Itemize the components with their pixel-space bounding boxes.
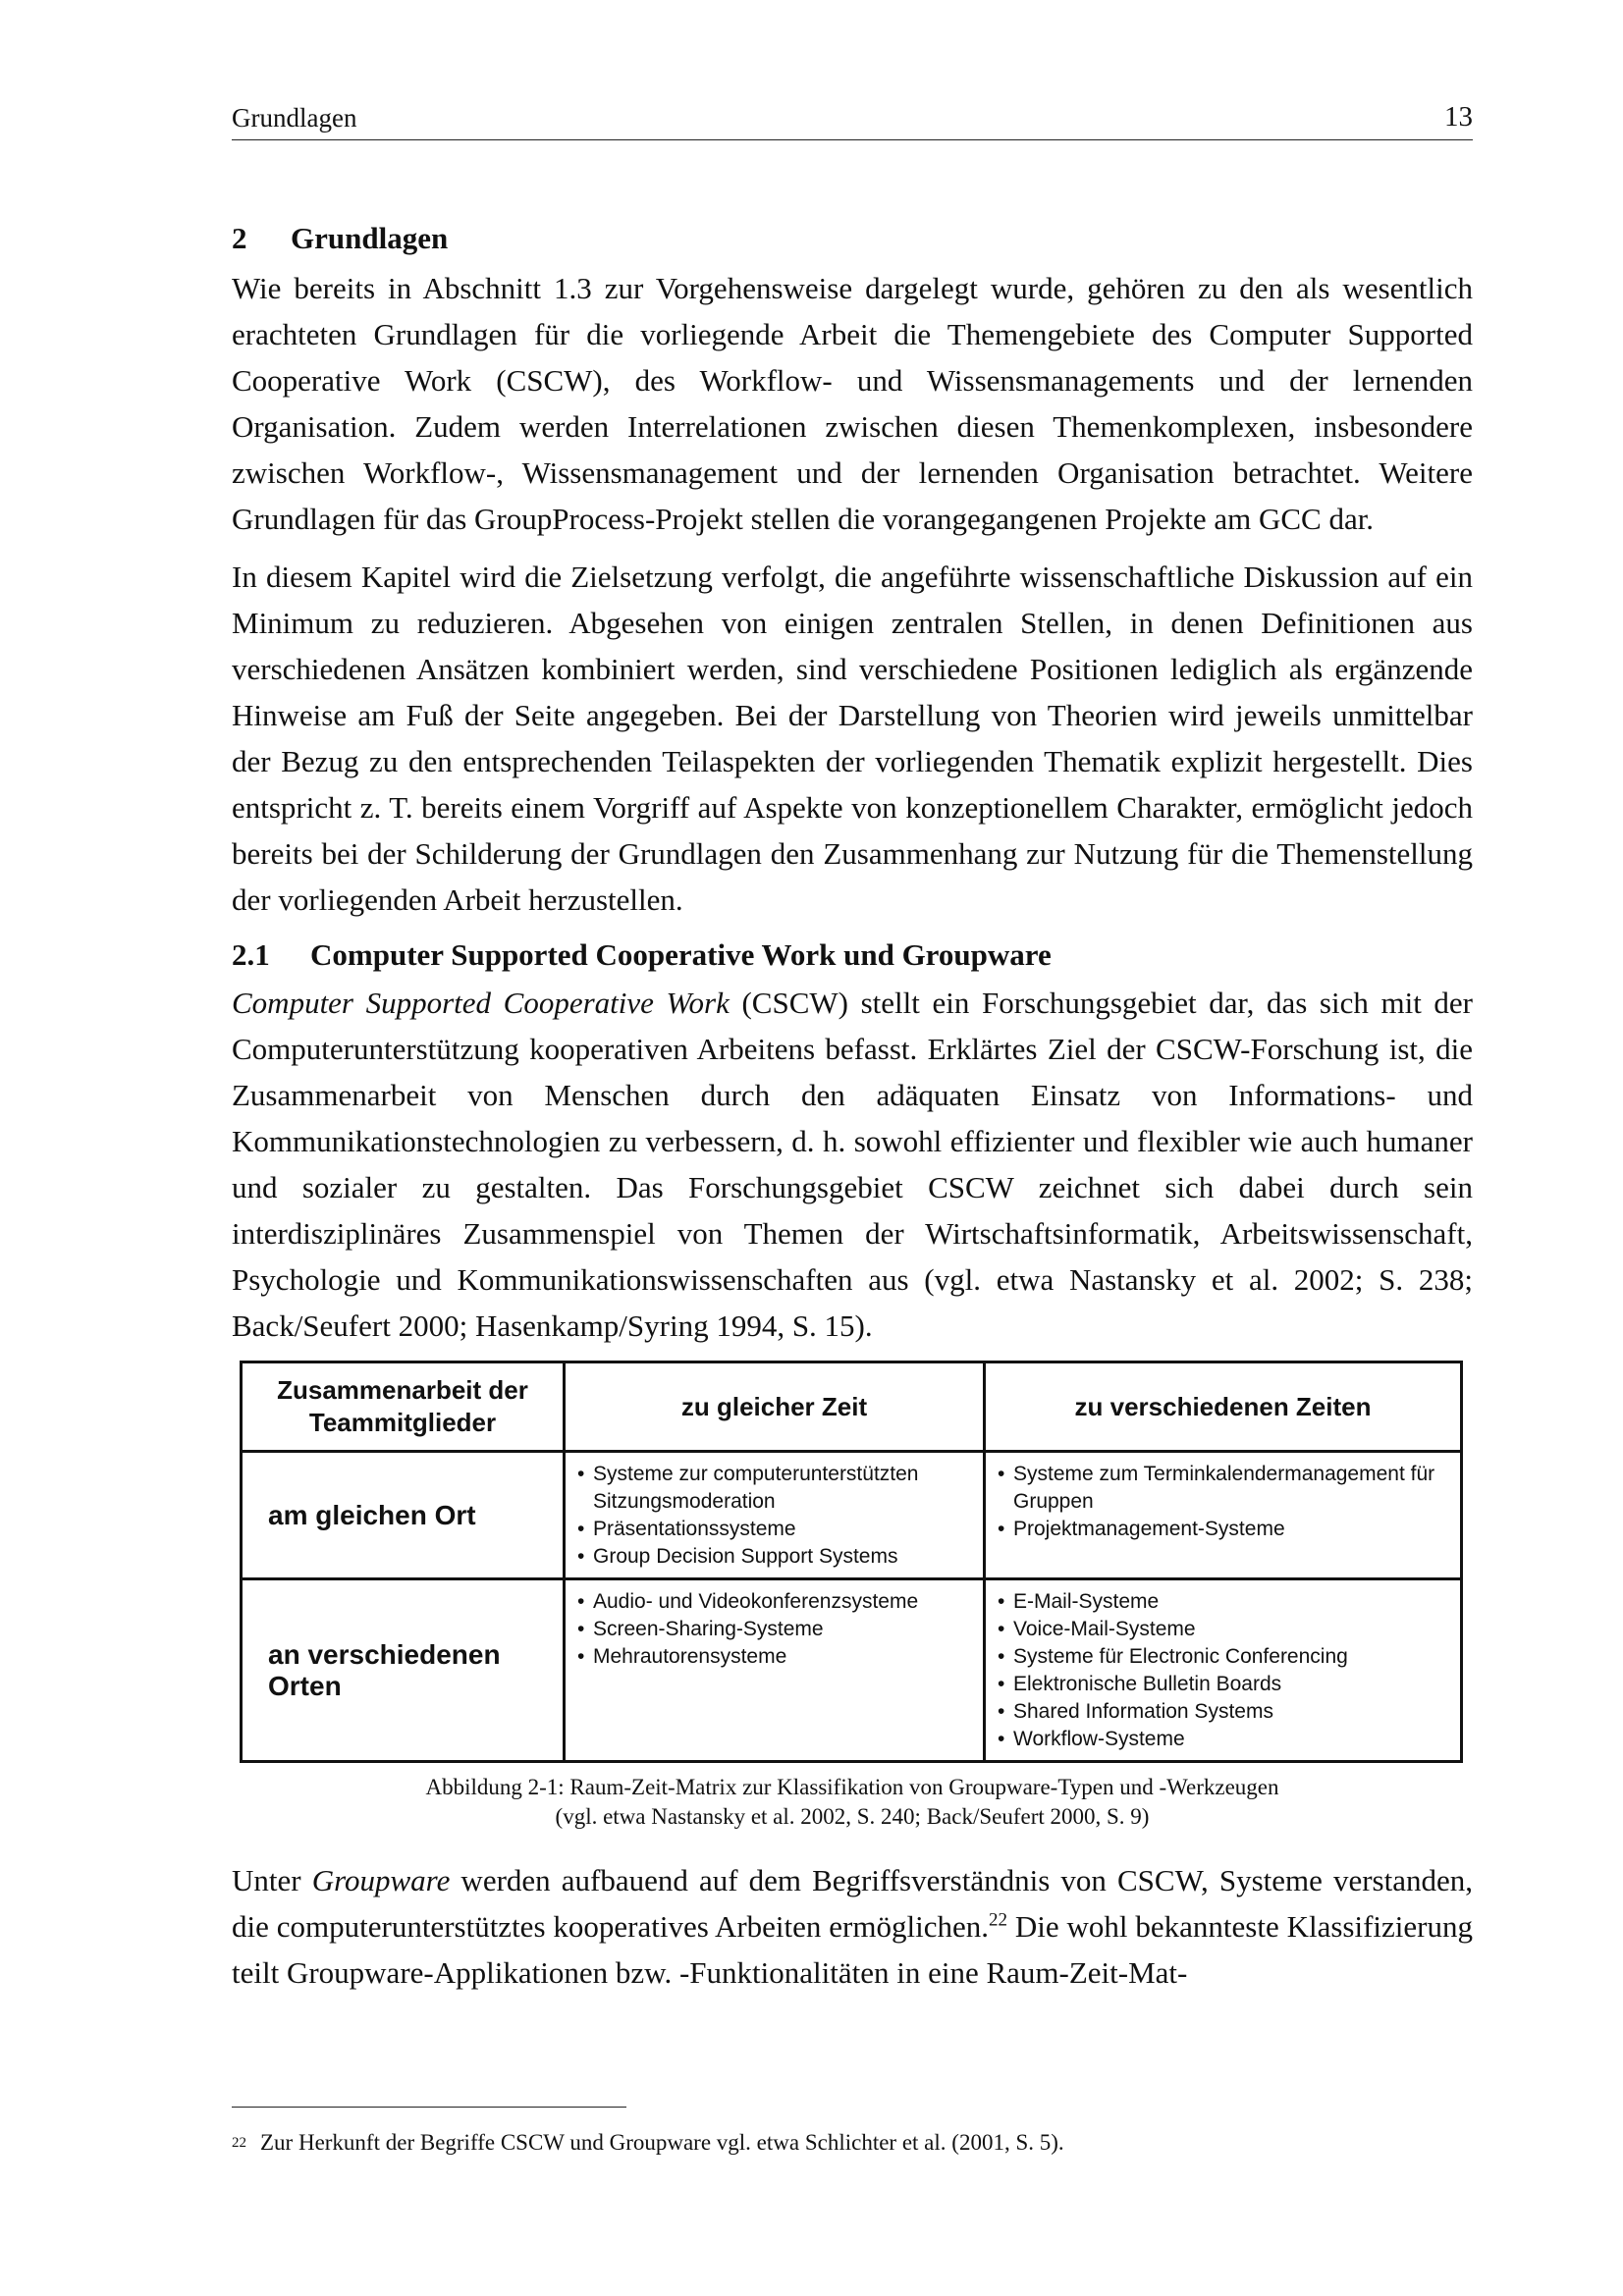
paragraph (232, 980, 1473, 1349)
paragraph: Wie bereits in Abschnitt 1.3 zur Vorgehensweise dargelegt wurde, gehören zu den als wesentlich erachteten Grundlagen für die vorliegende Arbeit die Themengebiete des Computer Supported Cooperative Work (CSCW), des Workflow- und Wissensmanagements und der lernenden Organisation. Zudem werden Interrelationen zwischen diesen Themenkomplexen, insbesondere zwischen Workflow-, Wissensmanagement und der lernenden Organisation betrachtet. Weitere Grundlagen für das GroupProcess-Projekt stellen die vorangegangenen Projekte am GCC dar. (232, 271, 1473, 536)
cell-different-places-different-times (985, 1579, 1462, 1762)
list-item: • Präsentationssysteme (575, 1516, 973, 1543)
section-heading (232, 934, 1473, 976)
list-item: • Screen-Sharing-Systeme (575, 1616, 973, 1643)
paragraph-text: werden aufbauend auf dem Begriffsverständnis von CSCW, Systeme verstanden, die computerunterstütztes kooperatives Arbeiten ermöglichen. (232, 1863, 1473, 1944)
footnote-divider (232, 2107, 626, 2108)
list-item: • Systeme zur computerunterstützten Sitzungsmoderation (575, 1461, 973, 1516)
term-cscw: Computer Supported Cooperative Work (232, 986, 730, 1020)
corner-cell (242, 1362, 565, 1452)
paragraph-text: (CSCW) stellt ein Forschungsgebiet dar, das sich mit der Computerunterstützung kooperativen Arbeitens befasst. Erklärtes Ziel der CSCW-Forschung ist, die Zusammenarbeit von Menschen durch den adäquaten Einsatz von Informations- und Kommunikationstechnologien zu verbessern, d. h. sowohl effizienter und flexibler wie auch humaner und sozialer zu gestalten. Das Forschungsgebiet CSCW zeichnet sich dabei durch sein interdisziplinäres Zusammenspiel von Themen der Wirtschaftsinformatik, Arbeitswissenschaft, Psychologie und Kommunikationswissenschaften aus (vgl. etwa Nastansky et al. 2002; S. 238; Back/Seufert 2000; Hasenkamp/Syring 1994, S. 15). (232, 986, 1473, 1343)
table-row (242, 1579, 1462, 1762)
caption-line: (vgl. etwa Nastansky et al. 2002, S. 240; Back/Seufert 2000, S. 9) (555, 1804, 1150, 1829)
list-item: • E-Mail-Systeme (996, 1588, 1450, 1616)
section-title: Computer Supported Cooperative Work und Groupware (310, 937, 1052, 972)
footnote-text: Zur Herkunft der Begriffe CSCW und Groupware vgl. etwa Schlichter et al. (2001, S. 5). (260, 2130, 1064, 2155)
cell-same-place-different-times (985, 1452, 1462, 1579)
chapter-heading (232, 218, 1473, 259)
cell-different-places-same-time (565, 1579, 985, 1762)
row-header-same-place: am gleichen Ort (242, 1452, 565, 1579)
list-different-places-different-times (996, 1588, 1450, 1753)
list-different-places-same-time (575, 1588, 973, 1671)
section-number: 2.1 (232, 937, 270, 972)
running-header (232, 102, 1473, 140)
cell-same-place-same-time (565, 1452, 985, 1579)
list-item: • Group Decision Support Systems (575, 1543, 973, 1571)
paragraph-text: Unter (232, 1863, 312, 1897)
list-item: • Projektmanagement-Systeme (996, 1516, 1450, 1543)
page-number: 13 (1444, 101, 1473, 133)
main-content (232, 218, 1473, 2007)
list-item: • Workflow-Systeme (996, 1726, 1450, 1753)
footnote (232, 2128, 1473, 2158)
figure-caption (232, 1773, 1473, 1832)
figure-space-time-matrix (240, 1361, 1463, 1763)
row-header-different-places: an verschiedenen Orten (242, 1579, 565, 1762)
corner-label: Zusammenarbeit der (277, 1375, 528, 1405)
column-header-different-times: zu verschiedenen Zeiten (985, 1362, 1462, 1452)
list-item: • Systeme für Electronic Conferencing (996, 1643, 1450, 1671)
paragraph: In diesem Kapitel wird die Zielsetzung verfolgt, die angeführte wissenschaftliche Diskussion auf ein Minimum zu reduzieren. Abgesehen von einigen zentralen Stellen, in denen Definitionen aus verschiedenen Ansätzen kombiniert werden, sind verschiedene Positionen lediglich als ergänzende Hinweise am Fuß der Seite angegeben. Bei der Darstellung von Theorien wird jeweils unmittelbar der Bezug zu den entsprechenden Teilaspekten der vorliegenden Thematik explizit hergestellt. Dies entspricht z. T. bereits einem Vorgriff auf Aspekte von konzeptionellem Charakter, ermöglicht jedoch bereits bei der Schilderung der Grundlagen den Zusammenhang zur Nutzung für die Themenstellung der vorliegenden Arbeit herzustellen. (232, 560, 1473, 917)
footnote-reference[interactable]: 22 (988, 1909, 1007, 1931)
paragraph-text: Die wohl bekannteste Klassifizierung teilt Groupware-Applikationen bzw. -Funktionalitäten in eine Raum-Zeit-Mat- (232, 1909, 1473, 1990)
chapter-number: 2 (232, 221, 247, 255)
table-header-row (242, 1362, 1462, 1452)
table-row (242, 1452, 1462, 1579)
space-time-matrix-table (240, 1361, 1463, 1763)
paragraph (232, 1857, 1473, 1996)
list-item: • Voice-Mail-Systeme (996, 1616, 1450, 1643)
footnote-number: 22 (232, 2135, 246, 2151)
caption-line: Abbildung 2-1: Raum-Zeit-Matrix zur Klassifikation von Groupware-Typen und -Werkzeugen (425, 1775, 1279, 1799)
list-item: • Mehrautorensysteme (575, 1643, 973, 1671)
list-item: • Audio- und Videokonferenzsysteme (575, 1588, 973, 1616)
list-item: • Elektronische Bulletin Boards (996, 1671, 1450, 1698)
corner-label: Teammitglieder (308, 1408, 497, 1437)
list-item: • Systeme zum Terminkalendermanagement für Gruppen (996, 1461, 1450, 1516)
chapter-title: Grundlagen (291, 221, 449, 255)
term-groupware: Groupware (311, 1863, 451, 1897)
header-title: Grundlagen (232, 103, 357, 133)
list-item: • Shared Information Systems (996, 1698, 1450, 1726)
list-same-place-same-time (575, 1461, 973, 1571)
list-same-place-different-times (996, 1461, 1450, 1543)
column-header-same-time: zu gleicher Zeit (565, 1362, 985, 1452)
